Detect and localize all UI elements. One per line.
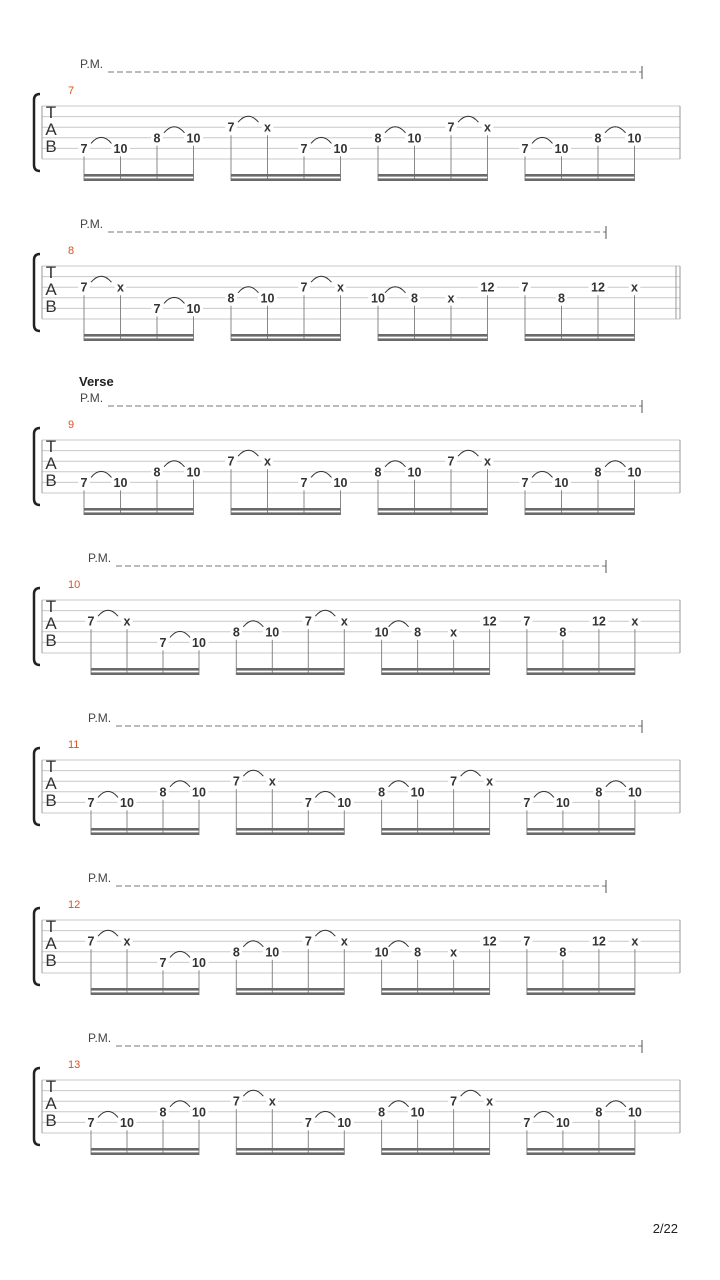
fret-number: 10 (113, 141, 128, 156)
beam (525, 512, 635, 515)
tie-arc (164, 127, 185, 133)
fret-number: 8 (414, 945, 422, 960)
beam (382, 668, 490, 671)
beam (231, 178, 341, 181)
fret-number: 7 (87, 934, 95, 949)
tie-arc (606, 1101, 626, 1107)
fret-number: 8 (411, 291, 418, 306)
fret-number: 7 (159, 635, 167, 650)
fret-number: 7 (87, 1115, 95, 1130)
measure-number: 7 (68, 85, 75, 97)
beam (382, 1152, 490, 1155)
fret-number: x (631, 934, 639, 949)
tie-arc (315, 791, 335, 797)
fret-number: x (486, 1094, 494, 1109)
beam (231, 512, 341, 515)
fret-number: 7 (304, 1115, 312, 1130)
beam (231, 174, 341, 177)
fret-number: 10 (410, 785, 425, 800)
fret-number: 10 (627, 131, 642, 146)
note-group (521, 781, 644, 835)
fret-number: 8 (159, 785, 167, 800)
fret-number: 8 (559, 945, 567, 960)
beam (236, 992, 344, 995)
fret-number: 10 (192, 955, 206, 970)
beam (378, 178, 488, 181)
fret-number: 10 (555, 1115, 570, 1130)
system-bracket (34, 428, 40, 505)
fret-number: x (486, 774, 494, 789)
measure-number: 10 (68, 579, 81, 591)
beam (236, 1148, 344, 1151)
beam (382, 992, 490, 995)
fret-number: 7 (447, 454, 455, 469)
fret-number: 10 (407, 465, 422, 480)
beam (527, 832, 635, 835)
fret-number: 8 (414, 625, 422, 640)
fret-number: 12 (482, 614, 497, 629)
fret-number: x (484, 454, 491, 469)
measure-number: 8 (68, 245, 75, 257)
measure-number: 13 (68, 1059, 81, 1071)
tie-arc (315, 610, 335, 616)
note-group (519, 280, 640, 341)
tie-arc (534, 791, 554, 797)
fret-number: 7 (87, 795, 95, 810)
beam (236, 672, 344, 675)
measure-number: 11 (68, 739, 80, 751)
beam (91, 988, 199, 991)
tab-clef-letter: B (45, 1111, 57, 1130)
page-number: 2/22 (652, 1221, 678, 1236)
note-group (85, 781, 208, 835)
beam (91, 1152, 199, 1155)
fret-number: 8 (378, 1105, 386, 1120)
tie-arc (243, 770, 263, 776)
fret-number: 7 (521, 141, 529, 156)
fret-number: 10 (374, 625, 389, 640)
beam (91, 1148, 199, 1151)
fret-number: 8 (232, 945, 240, 960)
tab-clef-letter: A (45, 1094, 57, 1113)
fret-number: x (450, 945, 458, 960)
fret-number: 10 (120, 795, 134, 810)
fret-number: 7 (521, 280, 529, 295)
fret-number: 10 (192, 635, 206, 650)
fret-number: 7 (300, 141, 308, 156)
beam (382, 672, 490, 675)
beam (91, 668, 199, 671)
note-group (372, 614, 499, 675)
fret-number: 7 (521, 475, 529, 490)
fret-number: 10 (113, 475, 128, 490)
fret-number: 10 (554, 475, 569, 490)
tie-arc (170, 1101, 190, 1107)
fret-number: 12 (591, 934, 606, 949)
fret-number: 12 (591, 614, 606, 629)
fret-number: 7 (80, 141, 88, 156)
fret-number: x (264, 454, 271, 469)
fret-number: 10 (627, 465, 642, 480)
system-bracket (34, 94, 40, 171)
beam (236, 1152, 344, 1155)
beam (236, 988, 344, 991)
fret-number: 7 (447, 120, 455, 135)
fret-number: x (268, 1094, 276, 1109)
fret-number: 10 (120, 1115, 134, 1130)
beam (525, 508, 635, 511)
tie-arc (315, 930, 335, 936)
fret-number: x (447, 291, 455, 306)
fret-number: 7 (304, 795, 312, 810)
palm-mute-label: P.M. (80, 57, 104, 71)
fret-number: 7 (450, 1094, 458, 1109)
note-group (369, 280, 498, 341)
tab-clef-letter: A (45, 614, 57, 633)
fret-number: 7 (304, 934, 312, 949)
palm-mute-label: P.M. (88, 711, 112, 725)
tab-system (34, 1031, 680, 1155)
tab-clef-letter: A (45, 120, 57, 139)
fret-number: x (631, 614, 639, 629)
tab-clef-letter: B (45, 297, 57, 316)
section-label: Verse (79, 374, 114, 389)
tab-clef-letter: A (45, 454, 57, 473)
fret-number: 10 (371, 291, 385, 306)
tab-clef-letter: T (45, 597, 57, 616)
beam (236, 832, 344, 835)
beam (236, 828, 344, 831)
fret-number: 12 (591, 280, 605, 295)
tie-arc (461, 770, 481, 776)
tab-clef-letter: T (45, 1077, 57, 1096)
fret-number: x (340, 934, 348, 949)
note-group (521, 614, 641, 675)
fret-number: 10 (337, 795, 352, 810)
fret-number: 8 (232, 625, 240, 640)
beam (527, 992, 635, 995)
beam (91, 672, 199, 675)
fret-number: x (631, 280, 638, 295)
tab-clef-letter: T (45, 263, 57, 282)
tab-clef-letter: B (45, 137, 57, 156)
beam (525, 178, 635, 181)
beam (84, 334, 194, 337)
fret-number: 7 (300, 475, 308, 490)
beam (84, 508, 194, 511)
tie-arc (170, 951, 190, 957)
fret-number: 10 (265, 625, 280, 640)
beam (527, 988, 635, 991)
fret-number: 7 (232, 774, 240, 789)
fret-number: 10 (186, 131, 201, 146)
palm-mute-label: P.M. (88, 551, 112, 565)
fret-number: 7 (523, 934, 531, 949)
fret-number: x (340, 614, 348, 629)
measure-number: 9 (68, 419, 75, 431)
fret-number: 12 (482, 934, 497, 949)
fret-number: 8 (159, 1105, 167, 1120)
fret-number: x (123, 934, 131, 949)
fret-number: 8 (558, 291, 565, 306)
fret-number: 7 (523, 1115, 531, 1130)
tab-clef-letter: A (45, 774, 57, 793)
fret-number: 7 (304, 614, 312, 629)
note-group (85, 1101, 208, 1155)
fret-number: 8 (374, 131, 382, 146)
fret-number: 7 (523, 795, 531, 810)
beam (525, 334, 635, 337)
fret-number: x (264, 120, 271, 135)
tab-clef-letter: T (45, 917, 57, 936)
tie-arc (170, 631, 190, 637)
beam (527, 1152, 635, 1155)
palm-mute-label: P.M. (80, 391, 104, 405)
tab-clef-letter: A (45, 280, 57, 299)
beam (527, 1148, 635, 1151)
note-group (372, 934, 499, 995)
tie-arc (98, 610, 118, 616)
tab-clef-letter: T (45, 103, 57, 122)
palm-mute-label: P.M. (80, 217, 104, 231)
beam (91, 992, 199, 995)
fret-number: 8 (153, 465, 161, 480)
system-bracket (34, 908, 40, 985)
tab-clef-letter: T (45, 757, 57, 776)
fret-number: 8 (153, 131, 161, 146)
beam (236, 668, 344, 671)
fret-number: 8 (595, 785, 603, 800)
fret-number: x (117, 280, 124, 295)
fret-number: 10 (554, 141, 569, 156)
tab-system (34, 711, 680, 835)
note-group (78, 461, 203, 515)
fret-number: 7 (300, 280, 308, 295)
beam (378, 334, 488, 337)
fret-number: 10 (186, 465, 201, 480)
tab-system (34, 374, 680, 515)
tab-clef-letter: A (45, 934, 57, 953)
fret-number: 8 (595, 1105, 603, 1120)
tab-system (34, 551, 680, 675)
note-group (519, 461, 644, 515)
beam (231, 334, 341, 337)
tab-system (34, 217, 680, 341)
note-group (78, 127, 203, 181)
beam (382, 1148, 490, 1151)
fret-number: x (268, 774, 276, 789)
system-bracket (34, 588, 40, 665)
tab-system (34, 871, 680, 995)
tab-clef-letter: T (45, 437, 57, 456)
fret-number: 8 (227, 291, 235, 306)
beam (382, 988, 490, 991)
fret-number: 7 (80, 280, 88, 295)
beam (84, 178, 194, 181)
system-bracket (34, 254, 40, 331)
fret-number: 8 (374, 465, 382, 480)
fret-number: 10 (627, 1105, 642, 1120)
fret-number: 7 (232, 1094, 240, 1109)
beam (231, 338, 341, 341)
beam (84, 512, 194, 515)
beam (91, 828, 199, 831)
tab-clef-letter: B (45, 791, 57, 810)
system-bracket (34, 748, 40, 825)
tie-arc (98, 930, 118, 936)
beam (378, 512, 488, 515)
fret-number: 7 (80, 475, 88, 490)
fret-number: 10 (265, 945, 280, 960)
fret-number: 7 (87, 614, 95, 629)
fret-number: 10 (555, 795, 570, 810)
fret-number: x (450, 625, 458, 640)
fret-number: 10 (337, 1115, 352, 1130)
beam (378, 338, 488, 341)
fret-number: x (337, 280, 344, 295)
beam (84, 338, 194, 341)
beam (91, 832, 199, 835)
beam (525, 174, 635, 177)
fret-number: 10 (192, 785, 206, 800)
beam (525, 338, 635, 341)
tie-arc (385, 127, 406, 133)
fret-number: 7 (153, 301, 161, 316)
fret-number: 12 (480, 280, 495, 295)
note-group (521, 934, 641, 995)
fret-number: 7 (450, 774, 458, 789)
beam (382, 832, 490, 835)
fret-number: 10 (186, 301, 201, 316)
tie-arc (389, 1101, 409, 1107)
fret-number: 8 (559, 625, 567, 640)
beam (84, 174, 194, 177)
fret-number: 7 (159, 955, 167, 970)
fret-number: 10 (374, 945, 389, 960)
note-group (519, 127, 644, 181)
tie-arc (605, 127, 626, 133)
tie-arc (98, 791, 118, 797)
palm-mute-label: P.M. (88, 1031, 112, 1045)
fret-number: x (484, 120, 491, 135)
palm-mute-label: P.M. (88, 871, 112, 885)
fret-number: 7 (523, 614, 531, 629)
beam (527, 672, 635, 675)
fret-number: 7 (227, 454, 235, 469)
measure-number: 12 (68, 899, 81, 911)
fret-number: 7 (227, 120, 235, 135)
fret-number: 10 (627, 785, 642, 800)
tab-clef-letter: B (45, 951, 57, 970)
fret-number: 10 (410, 1105, 425, 1120)
fret-number: 10 (260, 291, 275, 306)
fret-number: 10 (333, 141, 348, 156)
beam (527, 668, 635, 671)
beam (231, 508, 341, 511)
fret-number: 10 (192, 1105, 206, 1120)
beam (378, 174, 488, 177)
tab-system (34, 57, 680, 181)
note-group (521, 1101, 644, 1155)
tab-clef-letter: B (45, 631, 57, 650)
system-bracket (34, 1068, 40, 1145)
fret-number: 10 (407, 131, 422, 146)
fret-number: x (123, 614, 131, 629)
fret-number: 10 (333, 475, 348, 490)
beam (378, 508, 488, 511)
beam (527, 828, 635, 831)
tab-clef-letter: B (45, 471, 57, 490)
fret-number: 8 (594, 465, 602, 480)
beam (382, 828, 490, 831)
fret-number: 8 (594, 131, 602, 146)
fret-number: 8 (378, 785, 386, 800)
